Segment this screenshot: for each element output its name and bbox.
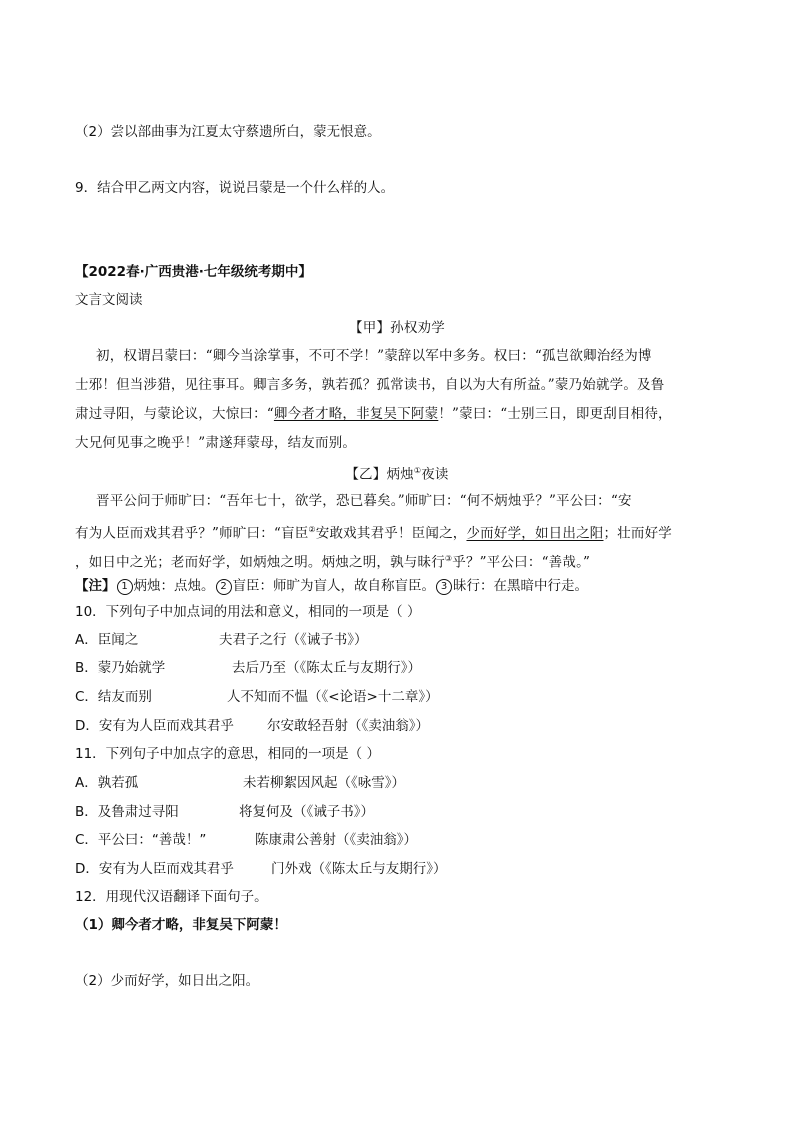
question-11-option-a [75,773,405,793]
option-a-sentence: A．臣闻之 [75,632,139,648]
note-1-text: 炳烛：点烛。 [133,578,215,594]
passage-jia-title: 【甲】孙权劝学 [349,320,445,336]
question-12-stem: 12．用现代汉语翻译下面句子。 [75,889,268,905]
section-source: 【2022春·广西贵港·七年级统考期中】 [75,264,312,280]
passage-jia-line-4: 大兄何见事之晚乎！”肃遂拜蒙母，结友而别。 [75,435,357,451]
note-2-number: 2 [216,579,232,595]
note-3-number: 3 [436,579,452,595]
question-11-option-d [75,859,447,879]
option-b-compare: 将复何及（《诫子书》） [239,804,374,820]
question-11-option-b [75,802,374,822]
footnote-mark-1: ① [413,466,422,475]
passage-jia-line-3-b: ！”蒙曰：“士别三日，即更刮目相待， [438,406,672,422]
notes [75,576,588,596]
passage-jia-line-1: 初，权谓吕蒙曰：“卿今当涂掌事，不可不学！”蒙辞以军中多务。权曰：“孤岂欲卿治经为博 [96,348,652,364]
previous-question-8-2: （2）尝以部曲事为江夏太守蔡遗所白，蒙无恨意。 [75,124,381,140]
option-d-compare: 门外戏（《陈太丘与友期行》） [271,861,447,877]
question-10-option-a [75,630,368,650]
note-3-text: 昧行：在黑暗中行走。 [453,578,588,594]
question-10-option-c [75,687,439,707]
option-c-compare: 陈康肃公善射（《卖油翁》） [255,832,417,848]
passage-jia-line-3-a: 肃过寻阳，与蒙论议，大惊曰：“ [75,406,274,422]
option-a-sentence: A．孰若孤 [75,775,139,791]
option-a-compare: 夫君子之行（《诫子书》） [219,632,368,648]
option-c-compare: 人不知而不愠（《<论语>十二章》） [227,689,439,705]
passage-yi-title-a: 【乙】炳烛 [345,466,414,483]
passage-yi-line-3-a: ，如日中之光；老而好学，如炳烛之明。炳烛之明，孰与昧行 [75,554,445,571]
option-d-sentence: D．安有为人臣而戏其君乎 [75,861,234,877]
section-type: 文言文阅读 [75,292,143,308]
option-b-sentence: B．及鲁肃过寻阳 [75,804,179,820]
passage-yi-line-2 [75,520,672,544]
passage-yi-underlined-sentence: 少而好学，如日出之阳 [466,525,604,542]
question-12-sentence-2: （2）少而好学，如日出之阳。 [75,973,260,989]
passage-yi-line-2-a: 有为人臣而戏其君乎？”师旷曰：“盲臣 [75,525,309,542]
option-a-compare: 未若柳絮因风起（《咏雪》） [243,775,405,791]
passage-yi-line-2-c: ；壮而好学 [603,525,672,542]
passage-jia-line-3 [75,404,672,424]
question-10-option-d [75,716,429,736]
note-2-text: 盲臣：师旷为盲人，故自称盲臣。 [232,578,435,594]
question-11-stem: 11．下列句子中加点字的意思，相同的一项是（ ） [75,746,380,762]
passage-yi-line-3 [75,549,590,573]
passage-yi-line-1: 晋平公问于师旷曰：“吾年七十，欲学，恐已暮矣。”师旷曰：“何不炳烛乎？”平公曰：“安 [96,493,632,509]
question-12-sentence-1: （1）卿今者才略，非复吴下阿蒙！ [75,917,287,933]
passage-jia-line-2: 士邪！但当涉猎，见往事耳。卿言多务，孰若孤？孤常读书，自以为大有所益。”蒙乃始就学。及鲁 [75,377,665,393]
footnote-mark-2: ② [308,525,316,534]
question-10-stem: 10．下列句子中加点词的用法和意义，相同的一项是（ ） [75,604,421,620]
question-10-option-b [75,658,421,678]
note-1-number: 1 [117,579,133,595]
footnote-mark-3: ③ [444,554,453,563]
option-b-sentence: B．蒙乃始就学 [75,660,166,676]
option-b-compare: 去后乃至（《陈太丘与友期行》） [232,660,421,676]
question-11-option-c [75,830,417,850]
option-d-compare: 尔安敢轻吾射（《卖油翁》） [267,718,429,734]
option-c-sentence: C．平公曰：“善哉！” [75,832,207,848]
passage-yi-line-3-b: 乎？”平公曰：“善哉。” [452,554,591,571]
passage-yi-title [0,461,794,485]
passage-yi-title-b: 夜读 [421,466,449,483]
passage-yi-line-2-b: 安敢戏其君乎！臣闻之， [315,525,467,542]
notes-lead: 【注】 [75,578,116,594]
option-c-sentence: C．结友而别 [75,689,152,705]
question-9: 9．结合甲乙两文内容，说说吕蒙是一个什么样的人。 [75,180,395,196]
passage-jia-underlined-sentence: 卿今者才略，非复吴下阿蒙 [273,406,439,422]
option-d-sentence: D．安有为人臣而戏其君乎 [75,718,234,734]
